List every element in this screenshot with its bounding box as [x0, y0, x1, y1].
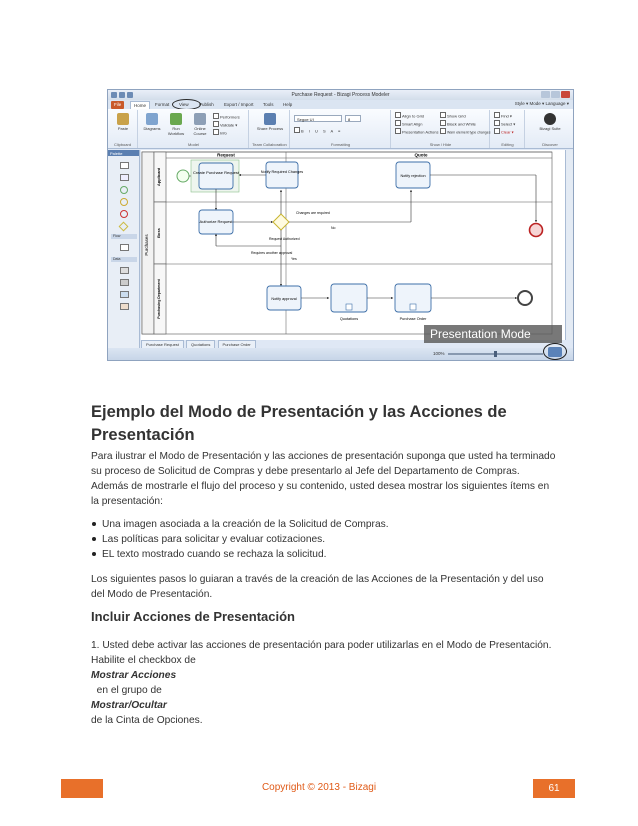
tab-format: Format [155, 102, 170, 107]
task-notify-approval-label: Notify approval [271, 297, 297, 301]
model-group [139, 110, 249, 148]
presentation-actions-checkbox: Presentation Actions [395, 128, 438, 135]
intro-line: Para ilustrar el Modo de Presentación y las acciones de presentación suponga que usted ha terminado [91, 451, 556, 462]
share-process-button: Share Process [254, 113, 286, 131]
subprocess-purchase-order-label: Purchase Order [399, 317, 427, 321]
paste-button: Paste [112, 113, 134, 131]
tab-file: File [111, 101, 124, 109]
steps-line: del Modo de Presentación. [91, 589, 213, 600]
diagrams-button: Diagrams [141, 113, 163, 131]
milestone-quote: Quote [414, 152, 428, 158]
formatting-group [291, 110, 391, 148]
presentation-mode-tooltip: Presentation Mode [424, 325, 562, 343]
status-bar [108, 348, 573, 360]
lane-purchasing: Purchasing Department [157, 279, 161, 319]
task-notify-changes [266, 162, 298, 188]
zoom-level: 100% [433, 351, 445, 356]
tab-export-import: Export / Import [224, 102, 254, 107]
instruction-text: de la Cinta de Opciones. [91, 715, 203, 726]
model-label: Model [188, 142, 199, 147]
select-button: Select ▾ [494, 120, 515, 127]
discover-group [526, 110, 574, 148]
svg-text:Create Purchase Request [193, 170, 240, 175]
data-object-icon [120, 267, 129, 274]
font-size-select: 8 [345, 115, 361, 122]
info-button: Info [213, 129, 227, 136]
intro-paragraph [91, 449, 576, 509]
flow-label-yes: Yes [291, 257, 297, 261]
close-button [561, 91, 570, 98]
instruction-line-1: 1. Usted debe activar las acciones de presentación para poder utilizarlas en el Modo de Presentación. [91, 640, 552, 651]
end-event-icon [120, 210, 128, 218]
clipboard-group [108, 110, 138, 148]
diagram-canvas [141, 150, 567, 340]
lane-boss: Boss [156, 228, 161, 238]
diagrams-icon [146, 113, 158, 125]
editing-group [491, 110, 525, 148]
maximize-button [551, 91, 560, 98]
font-name-select: Segoe UI [294, 115, 342, 122]
artifact-icon [120, 244, 129, 251]
steps-paragraph [91, 572, 576, 602]
flow-label-authorized: Request Authorized [269, 237, 300, 241]
black-white-checkbox: Black and White [440, 120, 476, 127]
bizagi-screenshot [107, 89, 574, 361]
tab-publish: Publish [199, 102, 214, 107]
flow-label-requires: Requires another approval [251, 251, 293, 255]
team-collaboration-label: Team Collaboration [252, 142, 287, 147]
diagram-tab-purchase-order: Purchase Order [218, 340, 256, 349]
align-grid-checkbox: Align to Grid [395, 112, 424, 119]
show-grid-checkbox: Show Grid [440, 112, 466, 119]
task-create-label: Create Purchase Request [192, 170, 240, 175]
editing-label: Editing [501, 142, 514, 147]
instruction-line-2 [91, 653, 576, 728]
warn-element-checkbox: Warn element type changes [440, 128, 490, 135]
intro-line: la presentación: [91, 496, 163, 507]
palette-title: Palette [108, 150, 139, 156]
emphasis-show-actions: Mostrar Acciones [91, 670, 177, 681]
clear-button: Clear ▾ [494, 128, 514, 135]
gateway-label: Changes are required [296, 211, 330, 215]
list-item: EL texto mostrado cuando se rechaza la solicitud. [91, 547, 576, 562]
team-collaboration-group [250, 110, 290, 148]
find-button: Find ▾ [494, 112, 512, 119]
tab-home: Home [130, 101, 150, 109]
task-notify-changes-label: Notify Required Changes [260, 170, 304, 174]
tab-help: Help [283, 102, 293, 107]
style-mode-language-menu: Style ▾ Mode ▾ Language ▾ [514, 101, 569, 106]
bizagi-suite-icon [544, 113, 556, 125]
annotation-icon [120, 303, 129, 310]
palette-panel [108, 150, 140, 350]
diagram-tab-quotations: Quotations [186, 340, 215, 349]
end-event [530, 224, 543, 237]
minimize-button [541, 91, 550, 98]
intro-line: Además de mostrarle el flujo del proceso y su contenido, usted desea mostrar los siguientes ítems en [91, 481, 550, 492]
smart-align-checkbox: Smart Align [395, 120, 422, 127]
clipboard-label: Clipboard [113, 142, 132, 147]
section-heading: Ejemplo del Modo de Presentación y las Acciones de Presentación [91, 403, 507, 444]
start-event [177, 170, 189, 182]
instruction-text: Habilite el checkbox de [91, 655, 196, 666]
zoom-slider-thumb [494, 351, 497, 357]
data-section-label: Data [111, 257, 137, 262]
validate-button: Validate ▾ [213, 121, 237, 128]
subprocess-shape-icon [120, 174, 129, 181]
window-titlebar [108, 90, 573, 100]
bizagi-suite-button: Bizagi Suite [532, 113, 568, 131]
task-authorize-label: Authorize Request [199, 219, 233, 224]
gateway-icon [119, 222, 129, 232]
list-item: Una imagen asociada a la creación de la Solicitud de Compras. [91, 517, 576, 532]
instruction-paragraph [91, 638, 576, 728]
footer-copyright: Copyright © 2013 - Bizagi [261, 782, 377, 793]
task-create-purchase-request [199, 163, 233, 189]
start-event-icon [120, 186, 128, 194]
flow-section-label: Flow [111, 234, 137, 239]
show-hide-label: Show / Hide [429, 142, 452, 147]
flow-label-no: No [331, 226, 336, 230]
window-title: Purchase Request - Bizagi Process Modeler [291, 92, 390, 98]
group-icon [120, 291, 129, 298]
pool-label: Purchases [144, 234, 149, 256]
emphasis-show-hide: Mostrar/Ocultar [91, 700, 167, 711]
run-workflow-button: Run Workflow [165, 113, 187, 136]
online-course-button: Online Course [189, 113, 211, 136]
vertical-scrollbar [565, 150, 573, 340]
lane-applicant: Applicant [156, 167, 161, 187]
diagram-tab-purchase-request: Purchase Request [141, 340, 184, 349]
task-notify-rejection-label: Notify rejection [400, 174, 426, 178]
show-hide-group [392, 110, 490, 148]
end-event-purchasing [518, 291, 532, 305]
discover-label: Discover [542, 142, 558, 147]
task-shape-icon [120, 162, 129, 169]
paste-icon [117, 113, 129, 125]
performers-button: Performers [213, 113, 240, 120]
tab-view: View [179, 102, 189, 107]
formatting-label: Formatting [330, 142, 351, 147]
subprocess-quotations-label: Quotations [339, 317, 359, 321]
intro-line: su proceso de Solicitud de Compras y debe presentarlo al Jefe del Departamento de Compras. [91, 466, 520, 477]
ribbon [108, 109, 573, 149]
format-buttons: B I U S A ≡ [294, 127, 342, 134]
run-icon [170, 113, 182, 125]
intermediate-event-icon [120, 198, 128, 206]
page-number: 61 [533, 779, 575, 798]
bpmn-diagram [141, 150, 567, 340]
presentation-button-highlight-circle [543, 343, 567, 360]
data-store-icon [120, 279, 129, 286]
instruction-text: en el grupo de [91, 685, 165, 696]
tab-tools: Tools [263, 102, 274, 107]
share-icon [264, 113, 276, 125]
list-item: Las políticas para solicitar y evaluar cotizaciones. [91, 532, 576, 547]
milestone-request: Request [217, 152, 235, 158]
steps-line: Los siguientes pasos lo guiaran a través de la creación de las Acciones de la Presentación y del uso [91, 574, 544, 585]
subsection-heading: Incluir Acciones de Presentación [91, 609, 295, 624]
bullet-list [91, 517, 576, 562]
course-icon [194, 113, 206, 125]
